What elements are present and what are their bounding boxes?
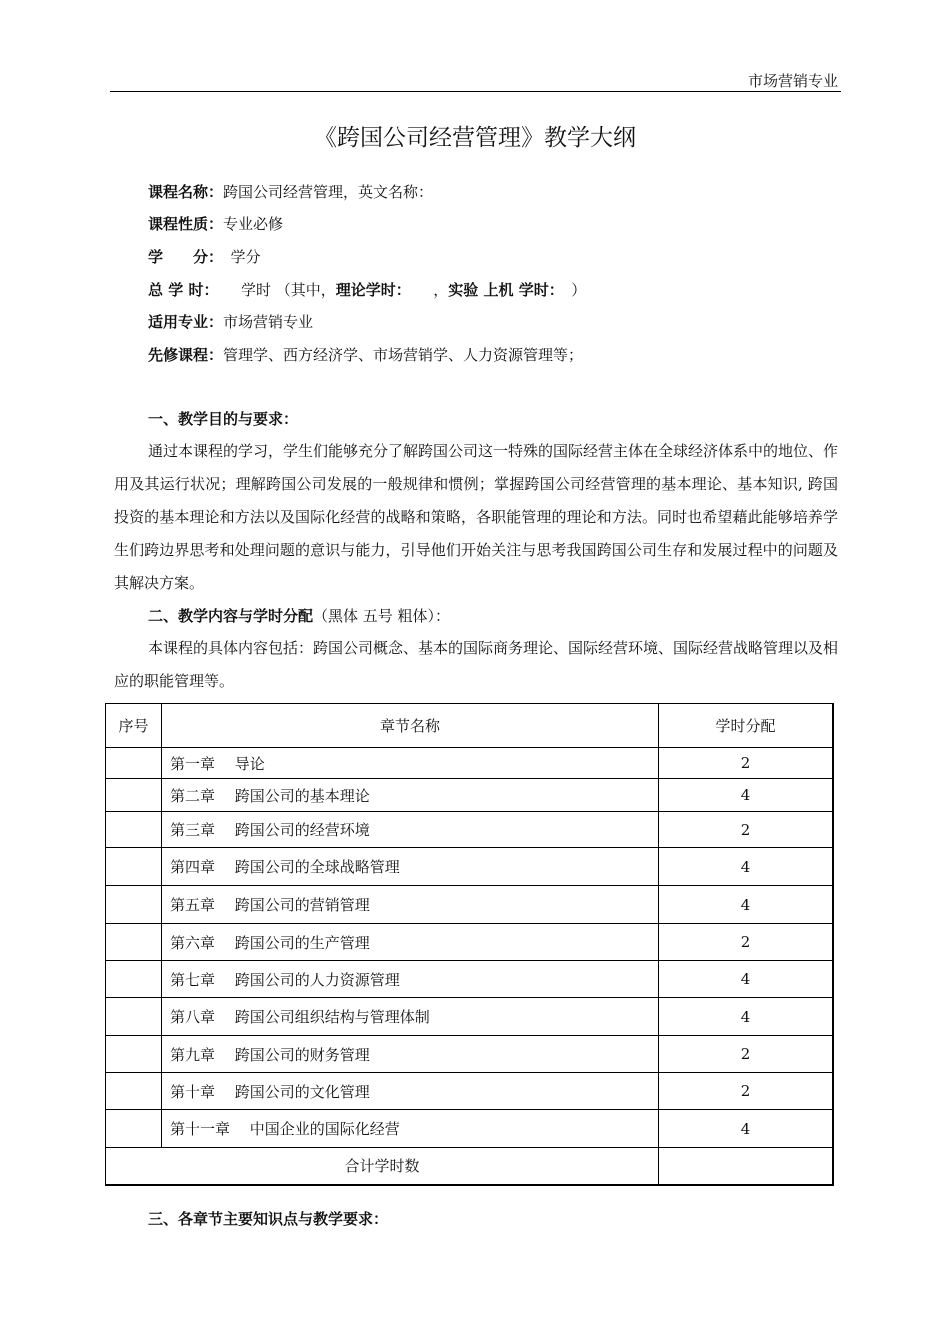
row-hours: 2 [659,924,834,961]
table-row [106,812,834,848]
header-hours: 学时分配 [659,704,834,748]
row-name [162,748,659,779]
section3-heading: 三、各章节主要知识点与教学要求： [148,1210,389,1228]
section2-body: 本课程的具体内容包括：跨国公司概念、基本的国际商务理论、国际经营环境、国际经营战略管理以及相应的职能管理等。 [114,639,839,690]
row-chapter: 第四章 [170,858,216,876]
row-no [106,886,162,924]
info-value: 专业必修 [223,215,284,233]
header-department: 市场营销专业 [747,72,838,90]
row-hours: 2 [659,748,834,779]
info-total-hours [148,280,586,300]
row-name [162,998,659,1036]
info-prerequisites [148,345,583,365]
row-hours: 4 [659,1110,834,1148]
row-name [162,779,659,812]
row-hours: 2 [659,1073,834,1110]
row-chapter: 第五章 [170,896,216,914]
total-hours [659,1148,834,1185]
table-total-row [106,1148,834,1185]
info-label: 学 分： [148,248,216,266]
row-hours: 4 [659,848,834,886]
row-name [162,848,659,886]
row-chapter: 第十章 [170,1082,216,1101]
info-label: 课程名称： [148,183,224,201]
info-value: 学分 [215,248,261,266]
section2-heading [148,606,450,626]
row-hours: 4 [659,961,834,998]
row-no [106,779,162,812]
row-no [106,812,162,848]
header-name: 章节名称 [162,704,659,748]
row-title: 跨国公司的人力资源管理 [234,970,400,989]
info-label: 适用专业： [148,313,224,331]
info-label: 课程性质： [148,215,224,233]
row-title: 跨国公司的全球战略管理 [234,858,400,876]
row-chapter: 第十一章 [170,1120,231,1138]
info-value: 跨国公司经营管理，英文名称： [223,183,434,201]
info-label: 总 学 时： [148,281,211,299]
row-title: 中国企业的国际化经营 [249,1120,400,1138]
row-hours: 4 [659,886,834,924]
info-credits [148,247,261,267]
info-value: 学时 （其中， [210,281,336,299]
row-hours: 2 [659,812,834,848]
row-chapter: 第七章 [170,970,216,989]
row-title: 跨国公司的文化管理 [234,1082,370,1101]
row-no [106,1036,162,1073]
table-row [106,961,834,998]
row-chapter: 第八章 [170,1008,216,1026]
row-name [162,924,659,961]
row-name [162,812,659,848]
info-label-theory: 理论学时： [335,281,404,299]
row-no [106,998,162,1036]
row-name [162,1073,659,1110]
section1-heading: 一、教学目的与要求： [148,410,299,428]
table-row [106,848,834,886]
info-label: 先修课程： [148,346,224,364]
row-chapter: 第九章 [170,1045,216,1064]
row-title: 跨国公司的营销管理 [234,896,370,914]
header-rule [110,91,841,92]
table-row [106,779,834,812]
hours-table [105,703,834,1186]
row-title: 导论 [234,754,265,773]
row-title: 跨国公司的财务管理 [234,1045,370,1064]
section1-body: 通过本课程的学习，学生们能够充分了解跨国公司这一特殊的国际经营主体在全球经济体系中的地位、作用及其运行状况；理解跨国公司发展的一般规律和惯例；掌握跨国公司经营管理的基本理论、基本知识, 跨国投资的基本理论和方法以及国际化经营的战略和策略，各职能管理的理论和方法。同时也希望藉此能够培养学生们跨边界思考和处理问题的意识与能力，引导他们开始关注与思考我国跨国公司生存和发展过程中的问题及其解决方案。 [114,442,839,592]
info-course-nature [148,214,283,234]
info-label-lab: 实验 上机 学时： [448,281,557,299]
row-hours: 2 [659,1036,834,1073]
row-title: 跨国公司的基本理论 [234,786,370,805]
info-value: 管理学、西方经济学、市场营销学、人力资源管理等； [223,346,584,364]
table-row [106,924,834,961]
row-no [106,848,162,886]
row-title: 跨国公司的生产管理 [234,933,370,952]
table-row [106,1073,834,1110]
row-chapter: 第一章 [170,754,216,773]
row-no [106,748,162,779]
row-no [106,1073,162,1110]
table-row [106,1110,834,1148]
row-hours: 4 [659,998,834,1036]
info-course-name [148,182,433,202]
table-row [106,998,834,1036]
table-row [106,1036,834,1073]
table-header-row [106,704,834,748]
row-name [162,1036,659,1073]
row-no [106,961,162,998]
table-row [106,886,834,924]
info-value-theory: ， [403,281,449,299]
row-name [162,1110,659,1148]
row-chapter: 第二章 [170,786,216,805]
row-title: 跨国公司的经营环境 [234,821,370,839]
row-no [106,1110,162,1148]
row-no [106,924,162,961]
table-row [106,748,834,779]
info-value-lab: ） [556,281,587,299]
row-name [162,961,659,998]
header-no: 序号 [106,704,162,748]
info-major [148,312,313,332]
row-hours: 4 [659,779,834,812]
row-name [162,886,659,924]
total-label: 合计学时数 [106,1148,659,1185]
section2-heading-text: 二、教学内容与学时分配 [148,607,314,625]
row-chapter: 第六章 [170,933,216,952]
info-value: 市场营销专业 [223,313,314,331]
document-title: 《跨国公司经营管理》教学大纲 [314,125,636,151]
row-title: 跨国公司组织结构与管理体制 [234,1008,430,1026]
row-chapter: 第三章 [170,821,216,839]
section2-heading-note: （黑体 五号 粗体）： [313,607,451,625]
